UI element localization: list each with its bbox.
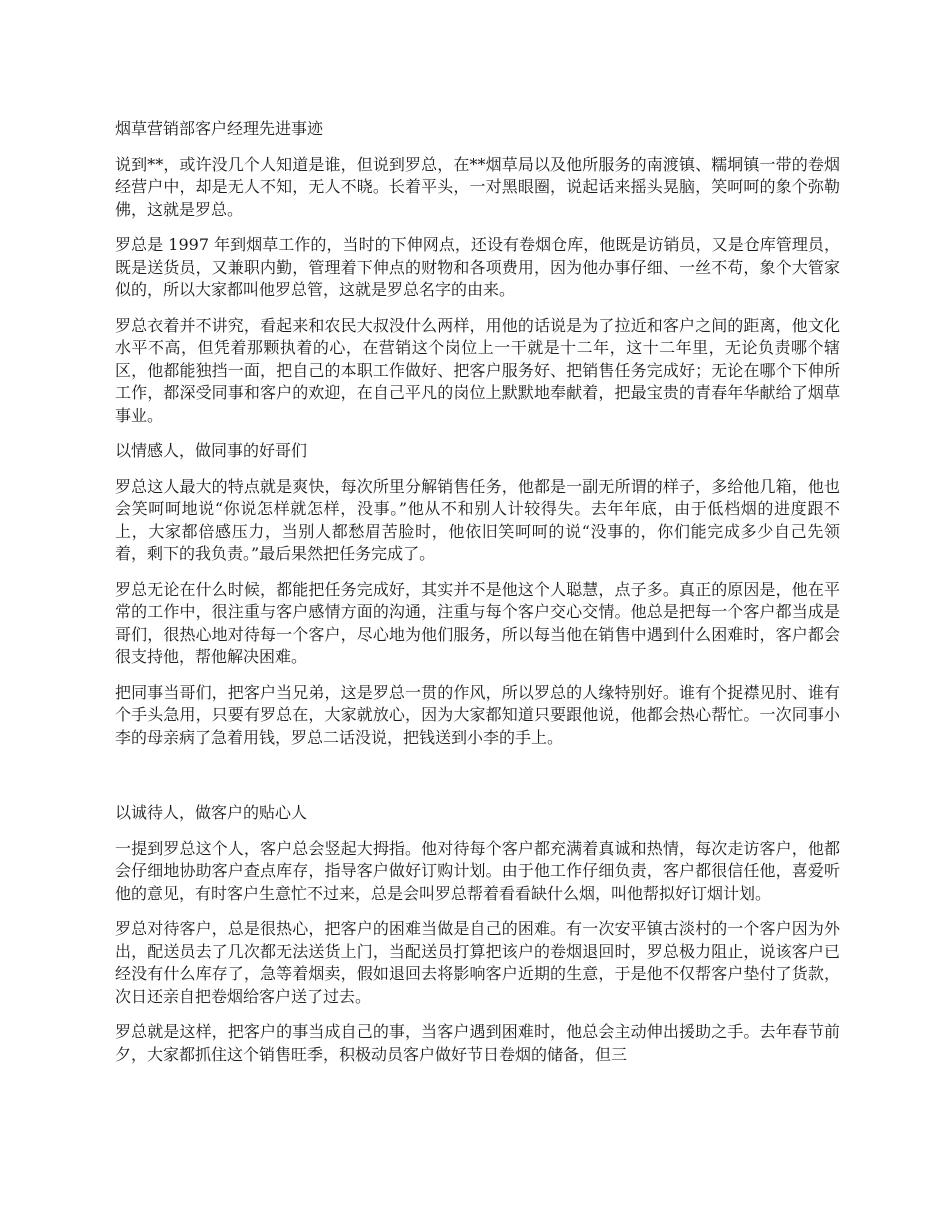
section-spacer <box>115 762 840 802</box>
paragraph: 说到**，或许没几个人知道是谁，但说到罗总，在**烟草局以及他所服务的南渡镇、糯垌镇一带的卷烟经营户中，却是无人不知，无人不晓。长着平头，一对黑眼圈，说起话来摇头晃脑，笑呵呵的象个弥勒佛，这就是罗总。 <box>115 154 840 219</box>
paragraph: 罗总对待客户，总是很热心，把客户的困难当做是自己的困难。有一次安平镇古淡村的一个客户因为外出，配送员去了几次都无法送货上门，当配送员打算把该户的卷烟退回时，罗总极力阻止，说该客户已经没有什么库存了，急等着烟卖，假如退回去将影响客户近期的生意，于是他不仅帮客户垫付了货款，次日还亲自把卷烟给客户送了过去。 <box>115 919 840 1006</box>
section-heading: 以诚待人，做客户的贴心人 <box>115 803 308 822</box>
paragraph: 罗总这人最大的特点就是爽快，每次所里分解销售任务，他都是一副无所谓的样子，多给他几箱，他也会笑呵呵地说“你说怎样就怎样，没事。”他从不和别人计较得失。去年年底，由于低档烟的进度跟不上，大家都倍感压力，当别人都愁眉苦脸时，他依旧笑呵呵的说“没事的，你们能完成多少自己先领着，剩下的我负责。”最后果然把任务完成了。 <box>115 476 840 563</box>
section-heading: 以情感人，做同事的好哥们 <box>115 441 308 460</box>
paragraph: 罗总是 1997 年到烟草工作的，当时的下伸网点，还设有卷烟仓库，他既是访销员，又是仓库管理员，既是送货员，又兼职内勤，管理着下伸点的财物和各项费用，因为他办事仔细、一丝不苟，象个大管家似的，所以大家都叫他罗总管，这就是罗总名字的由来。 <box>115 235 840 299</box>
paragraph: 罗总衣着并不讲究，看起来和农民大叔没什么两样，用他的话说是为了拉近和客户之间的距离，他文化水平不高，但凭着那颗执着的心，在营销这个岗位上一干就是十二年，这十二年里，无论负责哪个辖区，他都能独挡一面，把自己的本职工作做好、把客户服务好、把销售任务完成好；无论在哪个下伸所工作，都深受同事和客户的欢迎，在自己平凡的岗位上默默地奉献着，把最宝贵的青春年华献给了烟草事业。 <box>115 315 840 425</box>
paragraph: 罗总就是这样，把客户的事当成自己的事，当客户遇到困难时，他总会主动伸出援助之手。去年春节前夕，大家都抓住这个销售旺季，积极动员客户做好节日卷烟的储备，但三 <box>115 1022 840 1064</box>
paragraph: 一提到罗总这个人，客户总会竖起大拇指。他对待每个客户都充满着真诚和热情，每次走访客户，他都会仔细地协助客户查点库存，指导客户做好订购计划。由于他工作仔细负责，客户都很信任他，喜爱听他的意见，有时客户生意忙不过来，总是会叫罗总帮着看看缺什么烟，叫他帮拟好订烟计划。 <box>115 838 840 903</box>
paragraph: 罗总无论在什么时候，都能把任务完成好，其实并不是他这个人聪慧，点子多。真正的原因是，他在平常的工作中，很注重与客户感情方面的沟通，注重与每个客户交心交情。他总是把每一个客户都当成是哥们，很热心地对待每一个客户，尽心地为他们服务，所以每当他在销售中遇到什么困难时，客户都会很支持他，帮他解决困难。 <box>115 579 840 666</box>
document-title: 烟草营销部客户经理先进事迹 <box>115 119 324 138</box>
paragraph: 把同事当哥们，把客户当兄弟，这是罗总一贯的作风，所以罗总的人缘特别好。谁有个捉襟见肘、谁有个手头急用，只要有罗总在，大家就放心，因为大家都知道只要跟他说，他都会热心帮忙。一次同事小李的母亲病了急着用钱，罗总二话没说，把钱送到小李的手上。 <box>115 682 840 747</box>
document-page <box>115 118 840 1079</box>
